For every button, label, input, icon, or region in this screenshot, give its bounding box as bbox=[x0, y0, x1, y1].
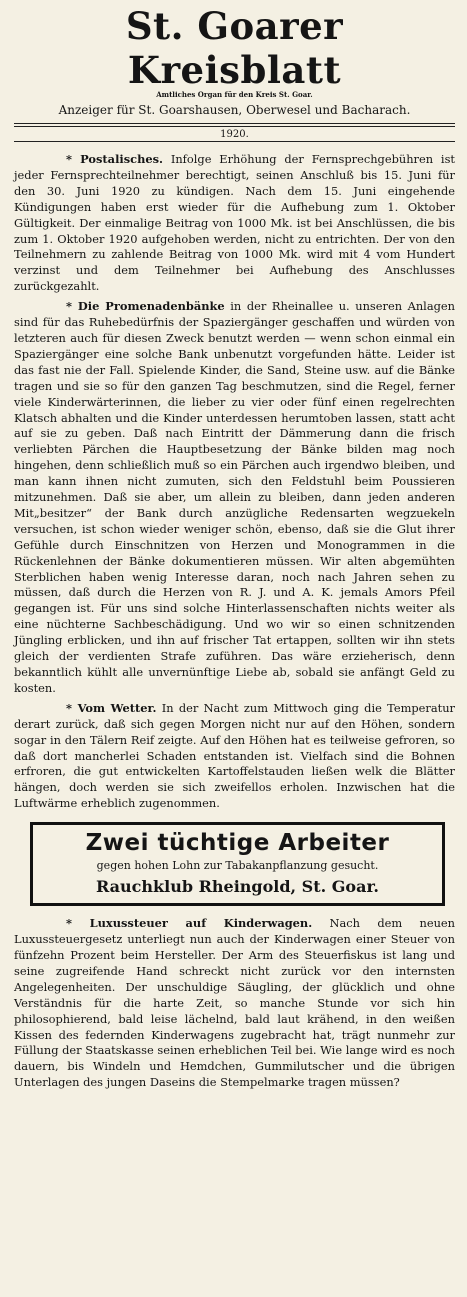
anzeiger-line: Anzeiger für St. Goarshausen, Oberwesel und Bacharach. bbox=[58, 103, 411, 117]
article-lead: * Die Promenadenbänke bbox=[66, 299, 225, 314]
masthead-rule bbox=[14, 123, 455, 124]
article-lead: * Luxussteuer auf Kinderwagen. bbox=[66, 916, 313, 931]
masthead bbox=[14, 0, 455, 142]
article-lead: * Vom Wetter. bbox=[66, 700, 157, 715]
year-label: 1920. bbox=[220, 128, 249, 140]
year-bar bbox=[14, 126, 455, 142]
article-promenadenbaenke bbox=[14, 299, 455, 697]
ad-headline: Zwei tüchtige Arbeiter bbox=[85, 830, 390, 857]
article-body: in der Rheinallee u. unseren Anlagen sind für das Ruhebedürfnis der Spaziergänger geschaffen und würden von letzteren auch für diesen Zweck benutzt werden — wenn schon einmal ein Spaziergänger eine solche Bank unbenutzt vorgefunden hätte. Leider ist das fast nie der Fall. Spielende Kinder, die Sand, Steine usw. auf die Bänke tragen und sie so für den ganzen Tag beschmutzen, sind die Regel, ferner viele Kinderwärterinnen, die lieber zu vier oder fünf einen regelrechten Klatsch abhalten und die Kinder unterdessen herumtoben lassen, statt acht auf sie zu geben. Daß nach Eintritt der Dämmerung dann die frisch verliebten Pärchen die Hauptbesetzung der Bänke bilden mag noch hingehen, denn schließlich muß so ein Pärchen auch irgendwo bleiben, und man kann ihnen nicht zumuten, sich den Feldstuhl beim Poussieren mitzunehmen. Daß sie aber, um allein zu bleiben, dann jeden anderen Mit„besitzer“ der Bank durch anzügliche Redensarten wegzuekeln versuchen, ist schon wieder weniger schön, ebenso, daß sie die Glut ihrer Gefühle durch Einschnitzen von Herzen und Monogrammen in die Rückenlehnen der Bänke dokumentieren müssen. Wir alten abgemühten Sterblichen haben wenig Interesse daran, noch nach Jahren sehen zu müssen, daß durch die Herzen von R. J. und A. K. jemals Amors Pfeil gegangen ist. Für uns sind solche Hinterlassenschaften nichts weiter als eine nüchterne Sachbeschädigung. Und wo wir so einen schnitzenden Jüngling erblicken, und ihn auf frischer Tat ertappen, sollten wir ihn stets gleich der verdienten Strafe zuführen. Das wäre erzieherisch, denn bekanntlich kühlt alle unvernünftige Liebe ab, sobald sie anfängt Geld zu kosten. bbox=[14, 299, 455, 695]
ad-signature: Rauchklub Rheingold, St. Goar. bbox=[96, 877, 379, 897]
advertisement-box bbox=[30, 822, 445, 906]
article-body: Infolge Erhöhung der Fernsprechgebühren ist jeder Fernsprechteilnehmer berechtigt, seinen Anschluß bis 15. Juni für den 30. Juni 1920 zu kündigen. Nach dem 15. Juni eingehende Kündigungen haben erst wieder für die Aufhebung zum 1. Oktober Gültigkeit. Der einmalige Beitrag von 1000 Mk. ist bei Anschlüssen, die bis zum 1. Oktober 1920 aufgehoben werden, nicht zu entrichten. Der von den Teilnehmern zu zahlende Beitrag von 1000 Mk. wird mit 4 vom Hundert verzinst und dem Teilnehmer bei Aufhebung des Anschlusses zurückgezahlt. bbox=[14, 152, 455, 294]
ad-subline: gegen hohen Lohn zur Tabakanpflanzung gesucht. bbox=[96, 859, 379, 873]
newspaper-title: St. Goarer Kreisblatt bbox=[125, 4, 344, 92]
article-vom-wetter bbox=[14, 701, 455, 812]
article-body: In der Nacht zum Mittwoch ging die Temperatur derart zurück, daß sich gegen Morgen nicht nur auf den Höhen, sondern sogar in den Tälern Reif zeigte. Auf den Höhen hat es teilweise gefroren, so daß dort mancherlei Schaden entstanden ist. Vielfach sind die Bohnen erfroren, die gut entwickelten Kartoffelstauden ließen welk die Blätter hängen, doch werden sie sich zweifellos erholen. Inzwischen hat die Luftwärme erheblich zugenommen. bbox=[14, 700, 455, 811]
article-lead: * Postalisches. bbox=[66, 152, 163, 166]
official-organ-line: Amtliches Organ für den Kreis St. Goar. bbox=[156, 90, 313, 99]
article-body: Nach dem neuen Luxussteuergesetz unterliegt nun auch der Kinderwagen einer Steuer von fünfzehn Prozent beim Hersteller. Der Arm des Steuerfiskus ist lang und seine zugreifende Hand schreckt nicht zurück vor den internsten Angelegenheiten. Der unschuldige Säugling, der glücklich und ohne Verständnis für die harte Zeit, so manche Stunde vor sich hin philosophierend, bald leise lächelnd, bald laut krähend, in den weißen Kissen des federnden Kinderwagens zugebracht hat, trägt nunmehr zur Füllung der Staatskasse seinen erheblichen Teil bei. Wie lange wird es noch dauern, bis Windeln und Hemdchen, Gummilutscher und die übrigen Unterlagen des jungen Daseins die Stempelmarke tragen müssen? bbox=[14, 916, 455, 1090]
article-luxussteuer bbox=[14, 916, 455, 1091]
article-postalisches bbox=[14, 152, 455, 295]
